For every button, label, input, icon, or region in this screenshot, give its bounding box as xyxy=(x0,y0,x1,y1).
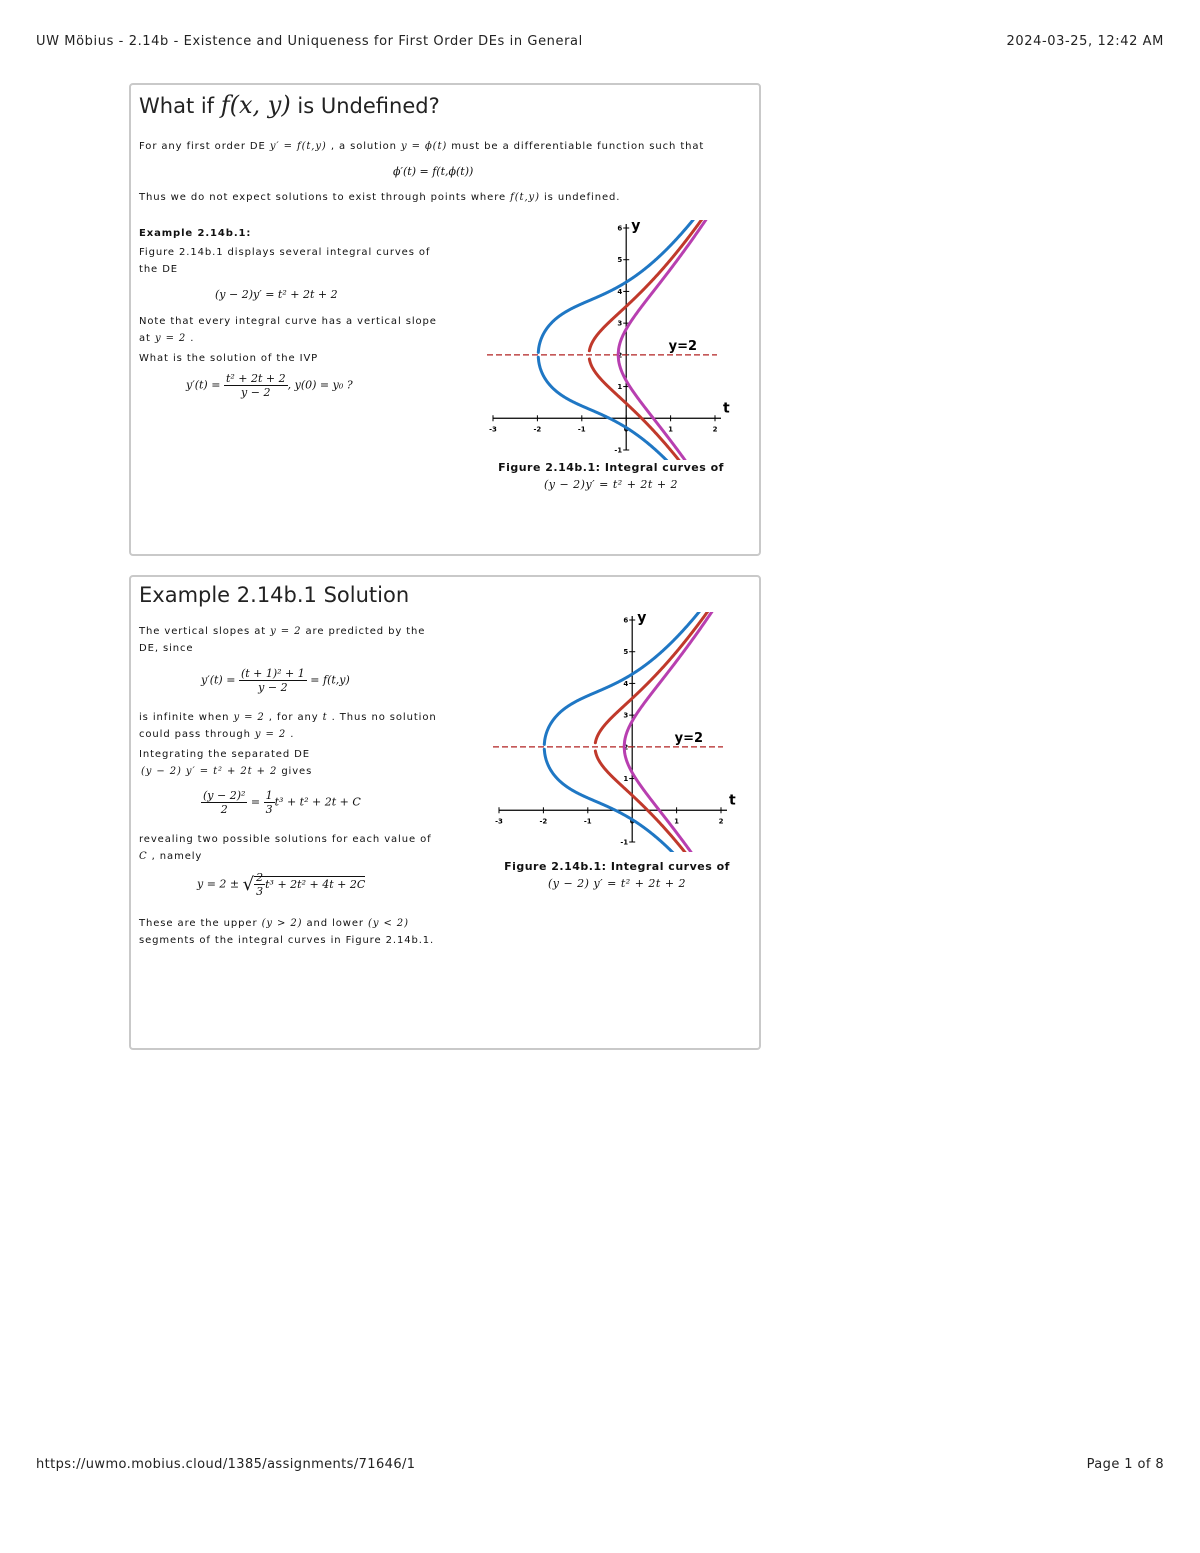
reference-line-label: y=2 xyxy=(668,338,698,354)
y-axis-label: y xyxy=(631,220,641,234)
intro-paragraph: For any first order DE y′ = f(t,y) , a solution y = ϕ(t) must be a differentiable function such that xyxy=(139,141,705,152)
x-tick-label: -3 xyxy=(495,817,503,826)
undefined-paragraph: Thus we do not expect solutions to exist through points where f(t,y) is undefined. xyxy=(139,192,621,203)
y-tick-label: -1 xyxy=(620,838,629,847)
section-undefined-card xyxy=(129,83,761,556)
integral-curve-magenta-lower xyxy=(624,748,691,852)
x-tick-label: -2 xyxy=(533,425,542,434)
y-tick-label: 2 xyxy=(623,743,629,752)
ivp-equation: y′(t) = $\frac{\text{t² + 2t + 2}}{y - 2}$ , y(0) = y₀ ? xyxy=(186,372,353,399)
y-tick-label: 6 xyxy=(617,224,623,233)
x-tick-label: -3 xyxy=(489,425,497,434)
integral-curve-red-upper xyxy=(589,220,703,351)
x-tick-label: 0 xyxy=(623,425,629,434)
example-heading: Example 2.14b.1: xyxy=(139,228,252,239)
x-tick-label: 2 xyxy=(712,425,718,434)
integral-curve-magenta-upper xyxy=(618,220,707,354)
integral-curve-red-upper xyxy=(595,612,709,743)
integral-curve-blue-lower xyxy=(538,357,667,460)
y-tick-label: 6 xyxy=(623,616,629,625)
x-axis-label: t xyxy=(723,400,730,417)
solution-paragraph-1: The vertical slopes at y = 2 are predicted by the DE, since xyxy=(139,626,426,654)
example-text: Figure 2.14b.1 displays several integral curves of the DE xyxy=(139,247,431,275)
integral-curve-magenta-upper xyxy=(624,612,713,746)
y-tick-label: 4 xyxy=(623,679,629,688)
explicit-solution: y = 2 ± √ $\frac{2}{3}$ t³ + 2t² + 4t + 2C xyxy=(197,871,366,898)
x-tick-label: -1 xyxy=(577,425,586,434)
y-tick-label: 3 xyxy=(623,711,629,720)
page-header-datetime: 2024-03-25, 12:42 AM xyxy=(1006,34,1164,49)
integral-curve-red-lower xyxy=(595,751,685,852)
y-axis-label: y xyxy=(637,612,647,626)
de-equation: (y − 2)y′ = t² + 2t + 2 xyxy=(215,288,338,301)
y-tick-label: 3 xyxy=(617,319,623,328)
integral-curves-chart-2 xyxy=(489,612,759,852)
integral-curve-blue-upper xyxy=(538,220,698,354)
y-tick-label: 2 xyxy=(617,351,623,360)
vertical-slope-note: Note that every integral curve has a vertical slope at y = 2 . xyxy=(139,316,437,344)
integral-curve-magenta-lower xyxy=(618,356,685,460)
x-tick-label: 0 xyxy=(629,817,635,826)
solution-title: Example 2.14b.1 Solution xyxy=(139,583,410,607)
x-axis-label: t xyxy=(729,792,736,809)
figure-caption-2-equation: (y − 2) y′ = t² + 2t + 2 xyxy=(547,877,687,890)
integral-curve-blue-lower xyxy=(544,749,673,852)
section-title: What if f(x, y) is Undefined? xyxy=(139,91,440,119)
derivative-equation: ϕ′(t) = f(t,ϕ(t)) xyxy=(393,165,474,178)
ivp-question: What is the solution of the IVP xyxy=(139,353,319,364)
y-tick-label: 1 xyxy=(617,383,623,392)
y-tick-label: 4 xyxy=(617,287,623,296)
page-footer-url: https://uwmo.mobius.cloud/1385/assignments/71646/1 xyxy=(36,1457,416,1472)
x-tick-label: -1 xyxy=(583,817,592,826)
integrated-equation: $\frac{\text{(y − 2)²}}{2}$ = $\frac{1}{3}$ t³ + t² + 2t + C xyxy=(203,789,361,816)
x-tick-label: 2 xyxy=(718,817,724,826)
figure-caption-2: Figure 2.14b.1: Integral curves of xyxy=(504,860,730,873)
slope-equation: y′(t) = $\frac{\text{(t + 1)² + 1}}{y - 2}$ = f(t,y) xyxy=(201,667,350,694)
solution-paragraph-5: These are the upper (y > 2) and lower (y < 2) segments of the integral curves in Figure 2.14b.1. xyxy=(139,918,435,946)
separated-de: (y − 2) y′ = t² + 2t + 2 gives xyxy=(141,766,313,777)
figure-caption-1: Figure 2.14b.1: Integral curves of xyxy=(498,461,724,474)
y-tick-label: -1 xyxy=(614,446,623,455)
x-tick-label: 1 xyxy=(668,425,674,434)
solution-paragraph-2: is infinite when y = 2 , for any t . Thus no solution could pass through y = 2 . xyxy=(139,712,437,740)
integral-curve-red-lower xyxy=(589,359,679,460)
page-header-title: UW Möbius - 2.14b - Existence and Uniqueness for First Order DEs in General xyxy=(36,34,583,49)
solution-paragraph-4: revealing two possible solutions for each value of C , namely xyxy=(139,834,432,862)
x-tick-label: 1 xyxy=(674,817,680,826)
figure-caption-1-equation: (y − 2)y′ = t² + 2t + 2 xyxy=(543,478,679,491)
integral-curve-blue-upper xyxy=(544,612,704,746)
reference-line-label: y=2 xyxy=(674,730,704,746)
x-tick-label: -2 xyxy=(539,817,548,826)
solution-paragraph-3: Integrating the separated DE xyxy=(139,749,310,760)
y-tick-label: 5 xyxy=(623,648,629,657)
y-tick-label: 1 xyxy=(623,775,629,784)
section-solution-card xyxy=(129,575,761,1050)
integral-curves-chart-1 xyxy=(483,220,753,460)
page-footer-page: Page 1 of 8 xyxy=(1086,1457,1164,1472)
y-tick-label: 5 xyxy=(617,256,623,265)
